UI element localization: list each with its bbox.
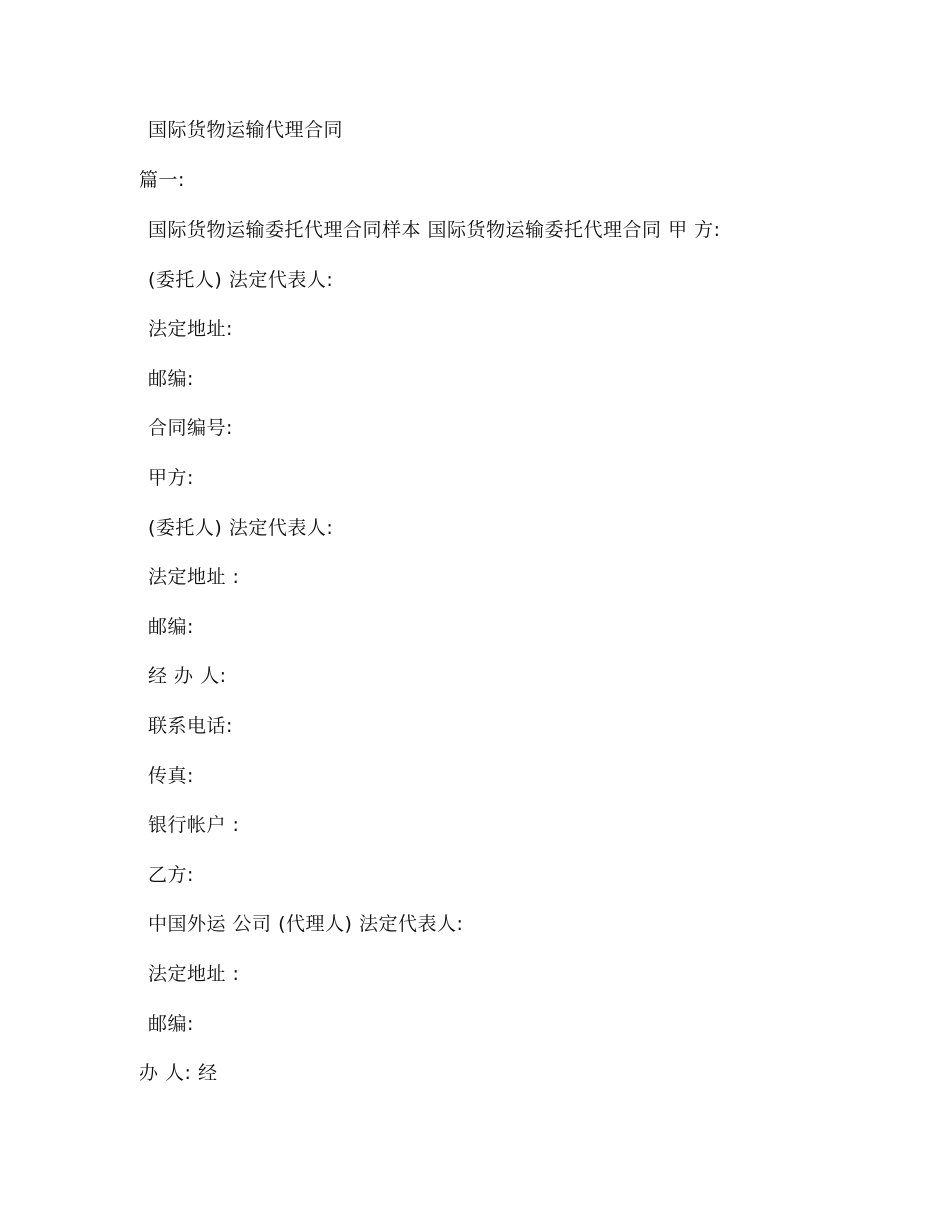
document-line: 乙方: (148, 864, 194, 886)
document-line: 传真: (148, 765, 194, 787)
document-line: (委托人) 法定代表人: (148, 517, 334, 539)
document-title: 国际货物运输代理合同 (148, 119, 344, 141)
document-line: 法定地址 : (148, 566, 240, 588)
document-line: 中国外运 公司 (代理人) 法定代表人: (148, 913, 464, 935)
document-line: 银行帐户 : (148, 814, 240, 836)
document-line: 邮编: (148, 616, 194, 638)
document-line: (委托人) 法定代表人: (148, 269, 334, 291)
document-line: 甲方: (148, 467, 194, 489)
document-line: 合同编号: (148, 417, 233, 439)
document-line: 国际货物运输委托代理合同样本 国际货物运输委托代理合同 甲 方: (148, 219, 721, 241)
document-line: 经 办 人: (148, 665, 227, 687)
document-line: 办 人: 经 (139, 1062, 218, 1084)
document-line: 法定地址 : (148, 963, 240, 985)
document-line: 联系电话: (148, 715, 233, 737)
document-line: 邮编: (148, 368, 194, 390)
section-heading: 篇一: (139, 169, 185, 191)
document-line: 邮编: (148, 1013, 194, 1035)
document-line: 法定地址: (148, 318, 233, 340)
